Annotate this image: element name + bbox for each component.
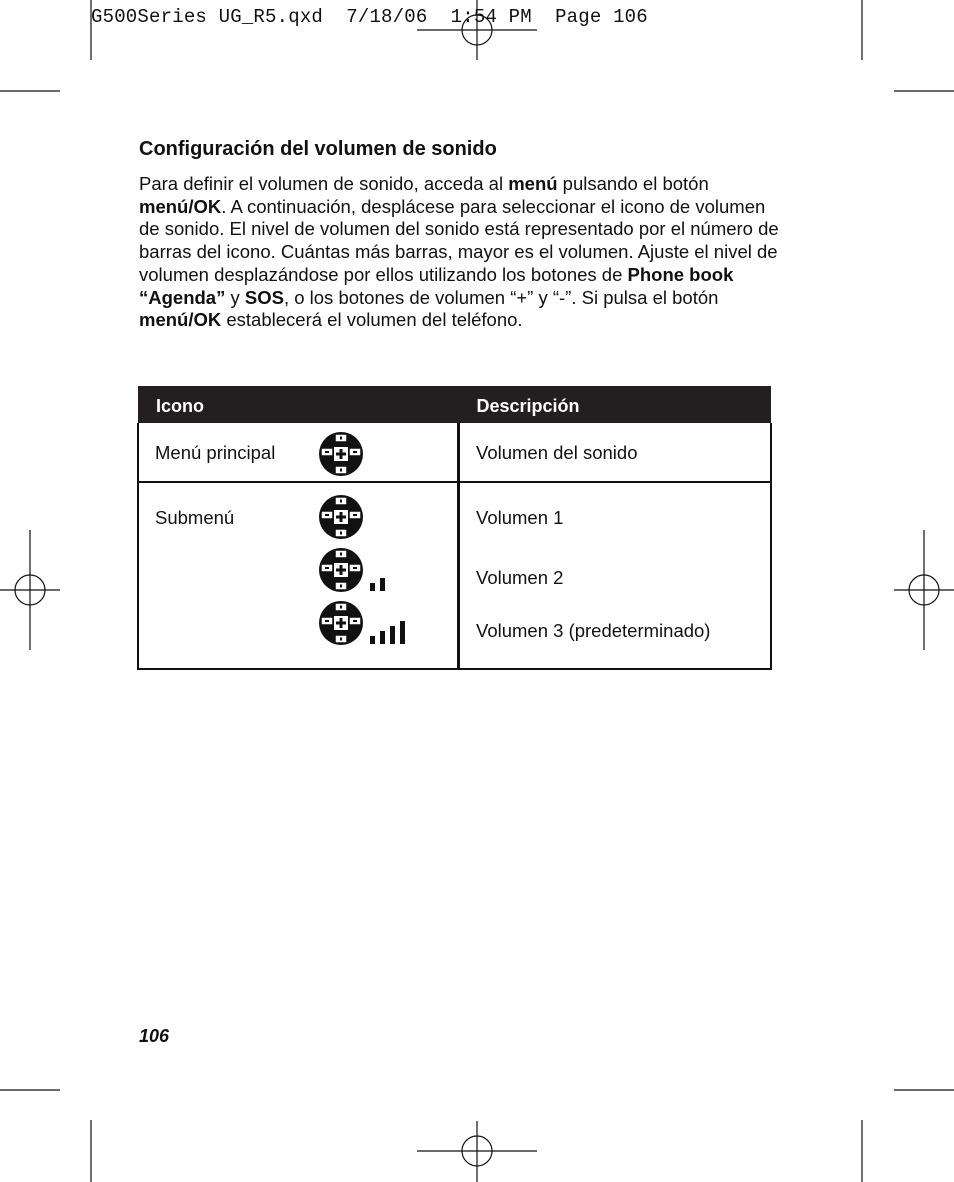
volume-bars-icon xyxy=(380,631,385,644)
volume-bars-icon xyxy=(370,636,375,644)
text-run: , o los botones de volumen “+” y “-”. Si pulsa el botón xyxy=(283,286,719,308)
main-menu-label: Menú principal xyxy=(155,442,276,463)
icon-table xyxy=(137,386,772,670)
body-paragraph xyxy=(139,173,779,332)
registration-mark-icon xyxy=(894,530,954,650)
level-description: Volumen 1 xyxy=(476,507,564,528)
table-row xyxy=(138,423,771,482)
bold-term: menú/OK xyxy=(139,195,222,217)
col-header-icon: Icono xyxy=(138,386,459,423)
volume-bars-icon xyxy=(400,621,405,644)
volume-bars-icon xyxy=(380,578,385,591)
col-header-description: Descripción xyxy=(459,386,772,423)
bold-term: menú xyxy=(508,173,558,194)
table-row xyxy=(138,482,771,669)
volume-dial-icon xyxy=(317,599,437,649)
level-description: Volumen 2 xyxy=(476,567,564,588)
level-description: Volumen 3 (predeterminado) xyxy=(476,620,711,641)
text-run: . A continuación, desplácese para seleccionar el icono de volumen de sonido. El nivel de volumen del sonido está representado por el número de barras del icono. Cuántas más barras, mayor es el volumen. Ajuste el nivel de volumen desplazándose por ellos utilizando los botones de xyxy=(139,195,779,285)
registration-mark-icon xyxy=(0,530,60,650)
registration-mark-icon xyxy=(417,1121,537,1182)
bold-term: SOS xyxy=(244,286,284,308)
page-number: 106 xyxy=(139,1026,170,1046)
text-run: y xyxy=(225,286,245,308)
bold-term: Phone book “Agenda” xyxy=(139,263,734,308)
submenu-label: Submenú xyxy=(155,507,235,528)
volume-dial-icon xyxy=(317,430,367,478)
text-run: establecerá el volumen del teléfono. xyxy=(221,309,523,331)
page-heading: Configuración del volumen de sonido xyxy=(139,138,497,160)
main-menu-description: Volumen del sonido xyxy=(476,442,638,463)
volume-dial-icon xyxy=(317,546,437,596)
bold-term: menú/OK xyxy=(139,309,222,331)
volume-bars-icon xyxy=(370,583,375,591)
volume-dial-icon xyxy=(317,493,437,543)
text-run: pulsando el botón xyxy=(557,173,709,194)
slug-line: G500Series UG_R5.qxd 7/18/06 1:54 PM Page 106 xyxy=(91,6,648,28)
text-run: Para definir el volumen de sonido, acceda al xyxy=(139,173,509,194)
volume-bars-icon xyxy=(390,626,395,644)
